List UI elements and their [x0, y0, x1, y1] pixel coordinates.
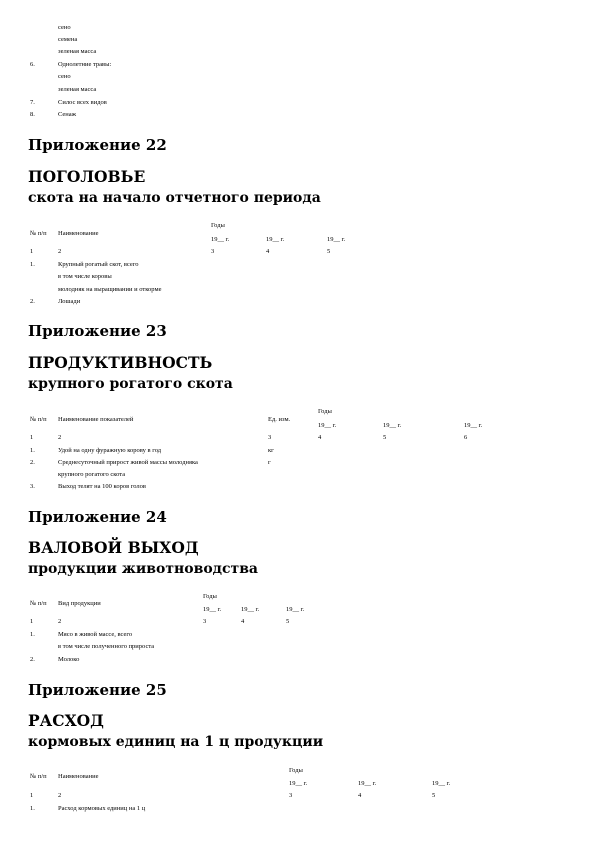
list-item-number: 7.: [30, 99, 35, 106]
year-header: 19__ г.: [266, 236, 285, 243]
col-index: 5: [327, 248, 331, 255]
appendix-heading: Приложение 25: [28, 681, 167, 699]
year-header: 19__ г.: [432, 780, 451, 787]
appendix-heading: Приложение 24: [28, 508, 167, 526]
row-name: Крупный рогатый скот, всего: [58, 261, 139, 268]
row-name: молодняк на выращивании и откорме: [58, 286, 162, 293]
col-index: 4: [266, 248, 270, 255]
year-header: 19__ г.: [241, 606, 260, 613]
section-subtitle: продукции животноводства: [28, 561, 259, 577]
row-name: Мясо в живой массе, всего: [58, 631, 133, 638]
row-num: 1.: [30, 805, 35, 812]
section-title: ВАЛОВОЙ ВЫХОД: [28, 538, 199, 557]
col-years-header: Годы: [289, 767, 303, 774]
col-index: 6: [464, 434, 468, 441]
row-num: 2.: [30, 459, 35, 466]
row-num: 2.: [30, 298, 35, 305]
list-item: семена: [58, 36, 78, 43]
col-index: 1: [30, 792, 34, 799]
col-years-header: Годы: [203, 593, 217, 600]
appendix-heading: Приложение 22: [28, 136, 167, 154]
list-item: Силос всех видов: [58, 99, 107, 106]
row-num: 1.: [30, 447, 35, 454]
col-index: 1: [30, 618, 34, 625]
col-years-header: Годы: [318, 408, 332, 415]
col-index: 3: [289, 792, 293, 799]
year-header: 19__ г.: [289, 780, 308, 787]
row-name: в том числе полученного прироста: [58, 643, 155, 650]
section-title: ПОГОЛОВЬЕ: [28, 167, 146, 186]
section-subtitle: кормовых единиц на 1 ц продукции: [28, 734, 324, 750]
section-subtitle: крупного рогатого скота: [28, 376, 233, 392]
col-num-header: № п/п: [30, 600, 47, 607]
col-index: 4: [318, 434, 322, 441]
row-num: 1.: [30, 631, 35, 638]
col-name-header: Вид продукции: [58, 600, 101, 607]
row-name: крупного рогатого скота: [58, 471, 126, 478]
row-name: Среднесуточный прирост живой массы молодняка: [58, 459, 198, 466]
row-num: 1.: [30, 261, 35, 268]
col-name-header: Наименование показателей: [58, 416, 134, 423]
col-index: 5: [432, 792, 436, 799]
year-header: 19__ г.: [318, 422, 337, 429]
list-item: Сенаж: [58, 111, 77, 118]
col-years-header: Годы: [211, 222, 225, 229]
row-name: Лошади: [58, 298, 81, 305]
col-index: 2: [58, 618, 62, 625]
row-name: в том числе коровы: [58, 273, 112, 280]
col-index: 4: [241, 618, 245, 625]
row-name: Выход телят на 100 коров голов: [58, 483, 146, 490]
list-item: Однолетние травы:: [58, 61, 112, 68]
list-item: сено: [58, 73, 71, 80]
col-num-header: № п/п: [30, 416, 47, 423]
year-header: 19__ г.: [286, 606, 305, 613]
list-item: сено: [58, 24, 71, 31]
year-header: 19__ г.: [211, 236, 230, 243]
row-unit: кг: [268, 447, 274, 454]
col-index: 3: [268, 434, 272, 441]
list-item: зеленая масса: [58, 86, 97, 93]
year-header: 19__ г.: [327, 236, 346, 243]
col-name-header: Наименование: [58, 230, 99, 237]
col-index: 4: [358, 792, 362, 799]
year-header: 19__ г.: [383, 422, 402, 429]
row-unit: г: [268, 459, 271, 466]
col-index: 5: [383, 434, 387, 441]
year-header: 19__ г.: [358, 780, 377, 787]
list-item-number: 6.: [30, 61, 35, 68]
row-num: 2.: [30, 656, 35, 663]
year-header: 19__ г.: [203, 606, 222, 613]
col-index: 1: [30, 434, 34, 441]
year-header: 19__ г.: [464, 422, 483, 429]
col-unit-header: Ед. изм.: [268, 416, 291, 423]
list-item: зеленая масса: [58, 48, 97, 55]
list-item-number: 8.: [30, 111, 35, 118]
col-index: 2: [58, 434, 62, 441]
row-name: Расход кормовых единиц на 1 ц: [58, 805, 146, 812]
section-title: ПРОДУКТИВНОСТЬ: [28, 353, 213, 372]
col-index: 3: [211, 248, 215, 255]
row-name: Молоко: [58, 656, 80, 663]
col-index: 5: [286, 618, 290, 625]
col-name-header: Наименование: [58, 773, 99, 780]
row-name: Удой на одну фуражную корову в год: [58, 447, 162, 454]
col-index: 1: [30, 248, 34, 255]
appendix-heading: Приложение 23: [28, 322, 167, 340]
section-subtitle: скота на начало отчетного периода: [28, 190, 321, 206]
col-index: 2: [58, 792, 62, 799]
col-num-header: № п/п: [30, 230, 47, 237]
col-index: 2: [58, 248, 62, 255]
col-num-header: № п/п: [30, 773, 47, 780]
row-num: 3.: [30, 483, 35, 490]
section-title: РАСХОД: [28, 711, 104, 730]
col-index: 3: [203, 618, 207, 625]
